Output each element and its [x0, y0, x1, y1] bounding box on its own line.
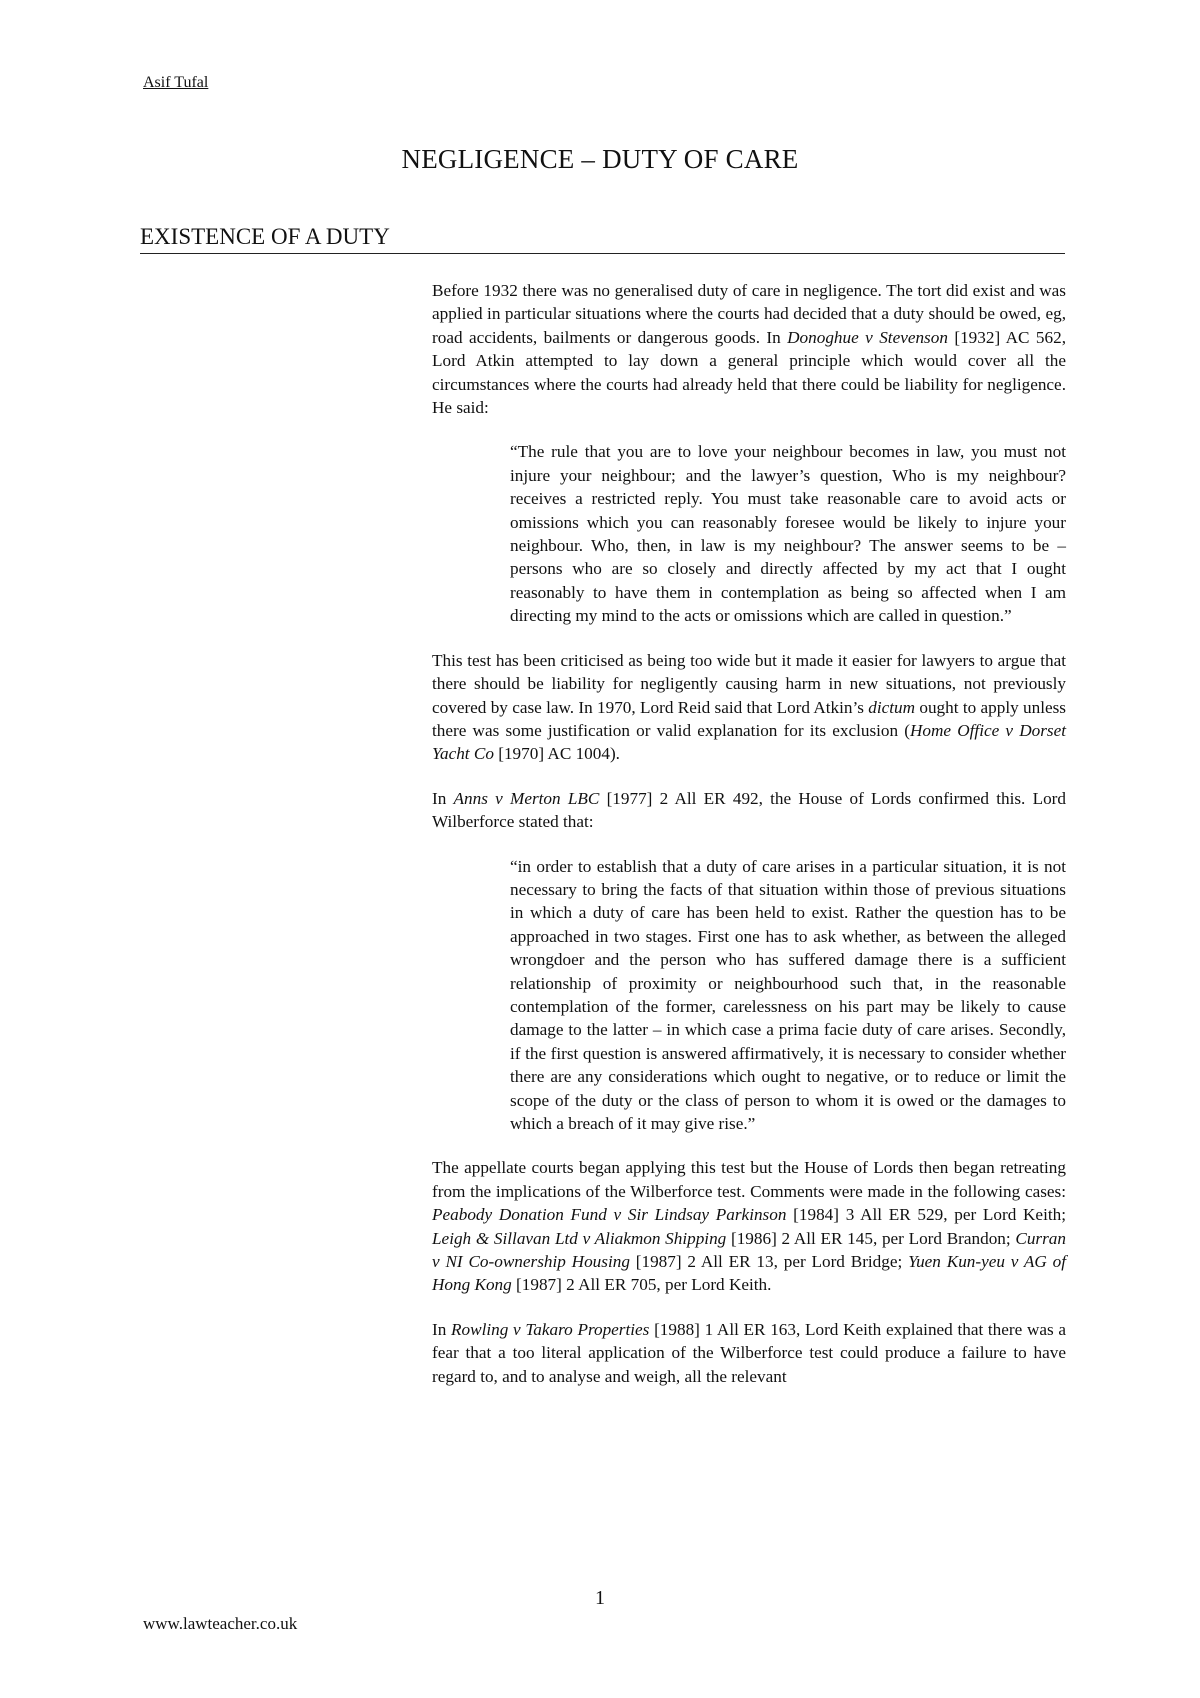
- quote-lord-atkin: “The rule that you are to love your neighbour becomes in law, you must not injure your neighbour; and the lawyer’s question, Who is my neighbour? receives a restricted reply. You must take reasonable care to avoid acts or omissions which you can reasonably foresee would be likely to injure your neighbour. Who, then, in law is my neighbour? The answer seems to be – persons who are so closely and directly affected by my act that I ought reasonably to have them in contemplation as being so affected when I am directing my mind to the acts or omissions which are called in question.”: [510, 442, 1066, 626]
- quote-lord-wilberforce: “in order to establish that a duty of care arises in a particular situation, it is not necessary to bring the facts of that situation within those of previous situations in which a duty of care has been held to exist. Rather the question has to be approached in two stages. First one has to ask whether, as between the alleged wrongdoer and the person who has suffered damage there is a sufficient relationship of proximity or neighbourhood such that, in the reasonable contemplation of the former, carelessness on his part may be likely to cause damage to the latter – in which case a prima facie duty of care arises. Secondly, if the first question is answered affirmatively, it is necessary to consider whether there are any considerations which ought to negative, or to reduce or limit the scope of the duty or the class of person to whom it is owed or the damages to which a breach of it may give rise.”: [510, 856, 1066, 1133]
- page-number: 1: [595, 1587, 605, 1609]
- latin-term: dictum: [868, 697, 916, 717]
- footer-url: www.lawteacher.co.uk: [143, 1614, 298, 1633]
- document-title: NEGLIGENCE – DUTY OF CARE: [401, 144, 799, 174]
- case-citation: Yuen Kun-yeu v AG of Hong Kong: [432, 1252, 1067, 1295]
- section-divider: [140, 253, 1065, 254]
- header-author: Asif Tufal: [143, 74, 209, 91]
- section-heading: EXISTENCE OF A DUTY: [140, 224, 390, 249]
- case-citation: Home Office v Dorset Yacht Co: [432, 720, 1066, 764]
- paragraph-rowling: In Rowling v Takaro Properties [1988] 1 All ER 163, Lord Keith explained that there was a fear that a too literal application of the Wilberforce test could produce a failure to have regard to, and to analyse and weigh, all the relevant: [432, 1319, 1066, 1386]
- paragraph-history: Before 1932 there was no generalised duty of care in negligence. The tort did exist and was applied in particular situations where the courts had decided that a duty should be owed, eg, road accidents, bailments or dangerous goods. In Donoghue v Stevenson [1932] AC 562, Lord Atkin attempted to lay down a general principle which would cover all the circumstances where the courts had already held that there could be liability for negligence. He said:: [432, 281, 1067, 418]
- paragraph-retreat: The appellate courts began applying this test but the House of Lords then began retreating from the implications of the Wilberforce test. Comments were made in the following cases: Peabody Donation Fund v Sir Lindsay Parkinson [1984] 3 All ER 529, per Lord Keith; Leigh & Sillavan Ltd v Aliakmon Shipping [1986] 2 All ER 145, per Lord Brandon; Curran v NI Co-ownership Housing [1987] 2 All ER 13, per Lord Bridge; Yuen Kun-yeu v AG of Hong Kong [1987] 2 All ER 705, per Lord Keith.: [432, 1158, 1067, 1295]
- case-citation: Curran v NI Co-ownership Housing: [432, 1228, 1066, 1272]
- case-citation: Peabody Donation Fund v Sir Lindsay Parkinson: [432, 1205, 787, 1225]
- paragraph-anns: In Anns v Merton LBC [1977] 2 All ER 492, the House of Lords confirmed this. Lord Wilberforce stated that:: [432, 788, 1066, 832]
- case-citation: Leigh & Sillavan Ltd v Aliakmon Shipping: [432, 1228, 727, 1248]
- case-citation: Rowling v Takaro Properties: [451, 1319, 650, 1339]
- case-citation: Donoghue v Stevenson: [787, 327, 948, 347]
- document-body: [432, 279, 1066, 1409]
- paragraph-criticism: This test has been criticised as being too wide but it made it easier for lawyers to argue that there should be liability for negligently causing harm in new situations, not previously covered by case law. In 1970, Lord Reid said that Lord Atkin’s dictum ought to apply unless there was some justification or valid explanation for its exclusion (Home Office v Dorset Yacht Co [1970] AC 1004).: [432, 650, 1066, 764]
- case-citation: Anns v Merton LBC: [453, 788, 600, 808]
